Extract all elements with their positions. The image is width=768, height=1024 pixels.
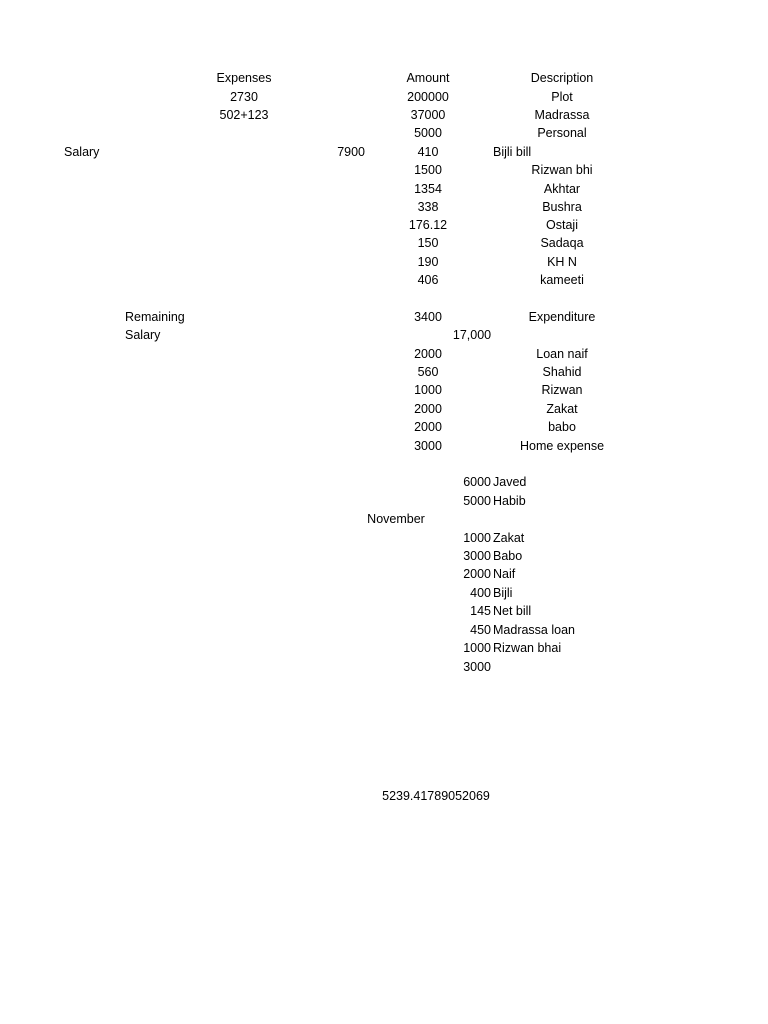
header-description: Description <box>530 71 594 85</box>
ledger-amount: 5000 <box>414 126 442 140</box>
ledger-amount: 1354 <box>414 182 442 196</box>
ledger-amount: 176.12 <box>408 218 448 232</box>
november-name: Bijli <box>493 586 513 600</box>
ledger-description: KH N <box>547 255 577 269</box>
ledger-amount: 190 <box>417 255 439 269</box>
expenditure-amount: 1000 <box>414 383 442 397</box>
november-label: November <box>367 512 425 526</box>
remaining-amount: 3400 <box>414 310 442 324</box>
ledger-amount: 37000 <box>410 108 446 122</box>
november-amount: 1000 <box>463 641 491 655</box>
header-expenses: Expenses <box>216 71 272 85</box>
ledger-description: Ostaji <box>546 218 578 232</box>
footer-value: 5239.41789052069 <box>382 789 490 803</box>
ledger-description: Akhtar <box>543 182 581 196</box>
salary-label: Salary <box>64 145 100 159</box>
ledger-description: Madrassa <box>534 108 590 122</box>
november-name: Zakat <box>493 531 525 545</box>
salary-value: 7900 <box>337 145 365 159</box>
expenditure-description: Rizwan <box>541 383 583 397</box>
expenditure-description: babo <box>548 420 576 434</box>
expenditure-description: Loan naif <box>536 347 588 361</box>
expenditure-amount: 2000 <box>414 347 442 361</box>
ledger-description: kameeti <box>540 273 584 287</box>
salary-total: 17,000 <box>452 328 492 342</box>
ledger-amount: 200000 <box>407 90 449 104</box>
ledger-description: Personal <box>537 126 587 140</box>
november-name: Net bill <box>493 604 532 618</box>
november-amount: 450 <box>470 623 491 637</box>
november-amount: 3000 <box>463 549 491 563</box>
ledger-description: Sadaqa <box>540 236 584 250</box>
ledger-description: Rizwan bhi <box>531 163 593 177</box>
expense-value: 2730 <box>230 90 258 104</box>
ledger-description: Bushra <box>542 200 582 214</box>
ledger-amount: 338 <box>417 200 439 214</box>
november-name: Babo <box>493 549 523 563</box>
salary-label: Salary <box>125 328 161 342</box>
ledger-description: Plot <box>551 90 573 104</box>
november-amount: 145 <box>470 604 491 618</box>
expense-value: 502+123 <box>219 108 269 122</box>
person-name: Javed <box>493 475 527 489</box>
november-amount: 2000 <box>463 567 491 581</box>
ledger-amount: 406 <box>417 273 439 287</box>
expenditure-amount: 2000 <box>414 420 442 434</box>
expenditure-amount: 560 <box>417 365 439 379</box>
november-name: Madrassa loan <box>493 623 575 637</box>
november-name: Naif <box>493 567 516 581</box>
expenditure-amount: 3000 <box>414 439 442 453</box>
november-amount: 3000 <box>463 660 491 674</box>
november-amount: 1000 <box>463 531 491 545</box>
person-amount: 5000 <box>463 494 491 508</box>
november-amount: 400 <box>470 586 491 600</box>
expenditure-description: Shahid <box>542 365 582 379</box>
expenditure-label: Expenditure <box>528 310 596 324</box>
ledger-amount: 150 <box>417 236 439 250</box>
person-amount: 6000 <box>463 475 491 489</box>
expenditure-description: Zakat <box>546 402 578 416</box>
header-amount: Amount <box>406 71 450 85</box>
ledger-amount: 410 <box>417 145 439 159</box>
expenditure-amount: 2000 <box>414 402 442 416</box>
remaining-label: Remaining <box>125 310 185 324</box>
expenditure-description: Home expense <box>519 439 605 453</box>
ledger-amount: 1500 <box>414 163 442 177</box>
person-name: Habib <box>493 494 526 508</box>
november-name: Rizwan bhai <box>493 641 562 655</box>
ledger-description: Bijli bill <box>493 145 532 159</box>
